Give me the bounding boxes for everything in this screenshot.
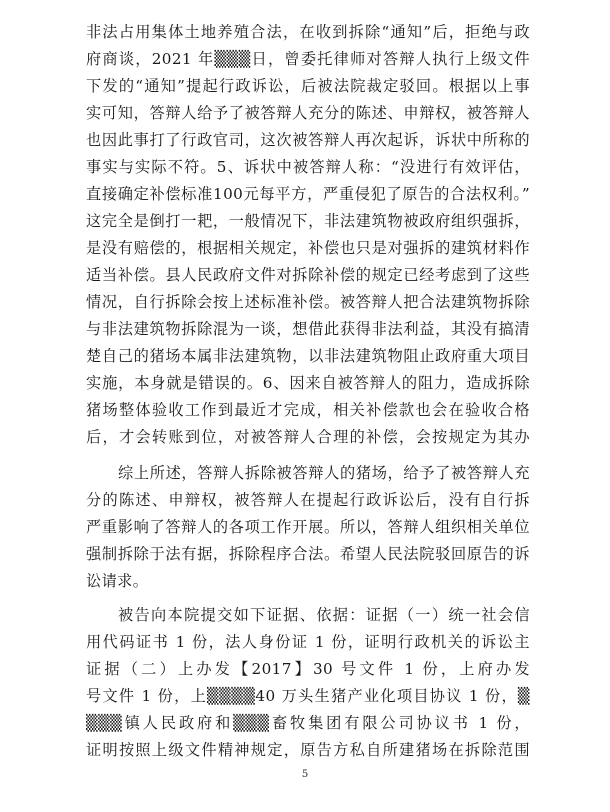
text-line: 实施，本身就是错误的。6、因来自被答辩人的阻力，造成拆除 xyxy=(86,374,530,392)
text-line: 证明按照上级文件精神规定，原告方私自所建猪场在拆除范围 xyxy=(86,741,530,759)
text-line: 情况，自行拆除会按上述标准补偿。被答辩人把合法建筑物拆除 xyxy=(86,293,530,311)
text-line: 非法占用集体土地养殖合法，在收到拆除“通知”后，拒绝与政 xyxy=(86,23,530,41)
text-line: 也因此事打了行政官司，这次被答辩人再次起诉，诉状中所称的 xyxy=(86,131,530,149)
text-line: 直接确定补偿标准100元每平方，严重侵犯了原告的合法权利。” xyxy=(86,185,530,203)
text-line: 事实与实际不符。5、诉状中被答辩人称：“没进行有效评估， xyxy=(86,158,530,176)
text-line: ▒▒▒镇人民政府和▒▒▒畜牧集团有限公司协议书 1 份， xyxy=(86,714,530,732)
text-line: 是没有赔偿的，根据相关规定，补偿也只是对强拆的建筑材料作 xyxy=(86,239,530,257)
text-line: 强制拆除于法有据，拆除程序合法。希望人民法院驳回原告的诉 xyxy=(86,545,530,563)
text-line: 证据（二）上办发【2017】30 号文件 1 份，上府办发 xyxy=(86,660,530,678)
text-line: 分的陈述、申辩权，被答辩人在提起行政诉讼后，没有自行拆 xyxy=(86,491,530,509)
text-line: 用代码证书 1 份，法人身份证 1 份，证明行政机关的诉讼主 xyxy=(86,633,530,651)
text-line: 这完全是倒打一耙，一般情况下，非法建筑物被政府组织强拆， xyxy=(86,212,530,230)
paragraph-first-line: 被告向本院提交如下证据、依据：证据（一）统一社会信 xyxy=(118,606,530,624)
text-line: 严重影响了答辩人的各项工作开展。所以，答辩人组织相关单位 xyxy=(86,518,530,536)
text-line: 猪场整体验收工作到最近才完成，相关补偿款也会在验收合格 xyxy=(86,401,530,419)
text-line: 楚自己的猪场本属非法建筑物，以非法建筑物阻止政府重大项目 xyxy=(86,347,530,365)
text-line: 府商谈，2021 年▒▒▒日，曾委托律师对答辩人执行上级文件 xyxy=(86,50,530,68)
text-line: 与非法建筑物拆除混为一谈，想借此获得非法利益，其没有搞清 xyxy=(86,320,530,338)
text-line: 号文件 1 份，上▒▒▒▒40 万头生猪产业化项目协议 1 份，▒ xyxy=(86,687,530,705)
page-number: 5 xyxy=(301,769,309,780)
paragraph-last-line: 讼请求。 xyxy=(86,572,149,590)
text-line: 实可知，答辩人给予了被答辩人充分的陈述、申辩权，被答辩人 xyxy=(86,104,530,122)
text-line: 下发的“通知”提起行政诉讼，后被法院裁定驳回。根据以上事 xyxy=(86,77,530,95)
text-line: 适当补偿。县人民政府文件对拆除补偿的规定已经考虑到了这些 xyxy=(86,266,530,284)
paragraph-first-line: 综上所述，答辩人拆除被答辩人的猪场，给予了被答辩人充 xyxy=(118,464,530,482)
text-line: 后，才会转账到位，对被答辩人合理的补偿，会按规定为其办 xyxy=(86,428,530,446)
